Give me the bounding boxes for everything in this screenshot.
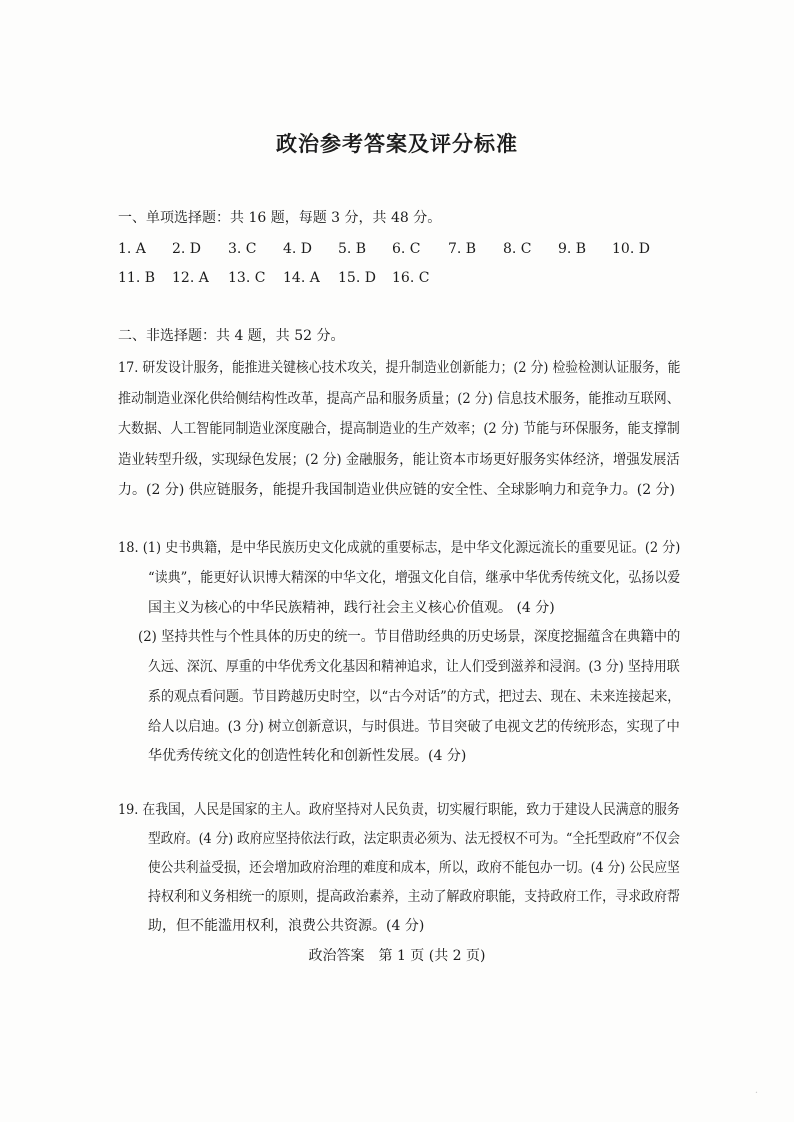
q19-line: 型政府。(4 分) 政府应坚持依法行政，法定职责必须为、法无授权不可为。“全托型政府”不仅会	[148, 831, 681, 847]
q18-line: 系的观点看问题。节目跨越历史时空，以“古今对话”的方式，把过去、现在、未来连接起来，	[148, 689, 681, 705]
mcq-answer: 6. C	[392, 241, 421, 257]
mcq-row-2	[118, 270, 718, 290]
mcq-answer: 8. C	[503, 241, 532, 257]
q18-line: “读典”，能更好认识博大精深的中华文化，增强文化自信，继承中华优秀传统文化，弘扬以爱	[148, 570, 681, 586]
page-title: 政治参考答案及评分标准	[276, 131, 518, 156]
mcq-answer: 10. D	[612, 241, 650, 257]
page-footer: 政治答案 第 1 页 (共 2 页)	[308, 948, 486, 964]
q19-line: 持权利和义务相统一的原则，提高政治素养，主动了解政府职能，支持政府工作，寻求政府帮	[148, 889, 680, 905]
mcq-answer: 14. A	[283, 270, 320, 286]
q17-line: 推动制造业深化供给侧结构性改革，提高产品和服务质量；(2 分) 信息技术服务，能推动互联网、	[118, 391, 680, 407]
mcq-answer: 5. B	[338, 241, 367, 257]
q18-line: 华优秀传统文化的创造性转化和创新性发展。(4 分)	[148, 748, 467, 764]
q19-line: 使公共利益受损，还会增加政府治理的难度和成本，所以，政府不能包办一切。(4 分) 公民应坚	[148, 860, 680, 876]
q18-line: 给人以启迪。(3 分) 树立创新意识，与时俱进。节目突破了电视文艺的传统形态，实现了中	[148, 719, 680, 735]
section2-heading: 二、非选择题：共 4 题，共 52 分。	[118, 328, 345, 344]
q17-line: 力。(2 分) 供应链服务，能提升我国制造业供应链的安全性、全球影响力和竞争力。(2 分)	[118, 482, 676, 498]
mcq-answer: 7. B	[448, 241, 477, 257]
mcq-answer: 15. D	[338, 270, 376, 286]
q18-line: 久远、深沉、厚重的中华优秀文化基因和精神追求，让人们受到滋养和浸润。(3 分) 坚持用联	[148, 659, 680, 675]
q19-line: 助，但不能滥用权利，浪费公共资源。(4 分)	[148, 918, 425, 934]
mcq-answer: 11. B	[118, 270, 156, 286]
q18-line: (2) 坚持共性与个性具体的历史的统一。节目借助经典的历史场景，深度挖掘蕴含在典籍中的	[138, 629, 681, 645]
q17-line: 造业转型升级，实现绿色发展；(2 分) 金融服务，能让资本市场更好服务实体经济，增强发展活	[118, 452, 680, 468]
mcq-answer: 13. C	[228, 270, 266, 286]
mcq-answer: 4. D	[283, 241, 313, 257]
q19-line: 19. 在我国，人民是国家的主人。政府坚持对人民负责，切实履行职能，致力于建设人民满意的服务	[118, 802, 680, 818]
mcq-row-1	[118, 241, 718, 261]
q18-line: 国主义为核心的中华民族精神，践行社会主义核心价值观。 (4 分)	[148, 600, 555, 616]
q18-line: 18. (1) 史书典籍，是中华民族历史文化成就的重要标志，是中华文化源远流长的重要见证。(2 分)	[118, 540, 681, 556]
mcq-answer: 9. B	[558, 241, 587, 257]
mcq-answer: 16. C	[392, 270, 430, 286]
scan-speck: ·	[754, 1088, 758, 1099]
section1-heading: 一、单项选择题：共 16 题，每题 3 分，共 48 分。	[118, 210, 442, 226]
q17-line: 17. 研发设计服务，能推进关键核心技术攻关，提升制造业创新能力；(2 分) 检验检测认证服务，能	[118, 360, 681, 376]
mcq-answer: 12. A	[172, 270, 209, 286]
mcq-answer: 3. C	[228, 241, 257, 257]
mcq-answer: 1. A	[118, 241, 146, 257]
q17-line: 大数据、人工智能同制造业深度融合，提高制造业的生产效率；(2 分) 节能与环保服务，能支撑制	[118, 421, 680, 437]
mcq-answer: 2. D	[172, 241, 202, 257]
